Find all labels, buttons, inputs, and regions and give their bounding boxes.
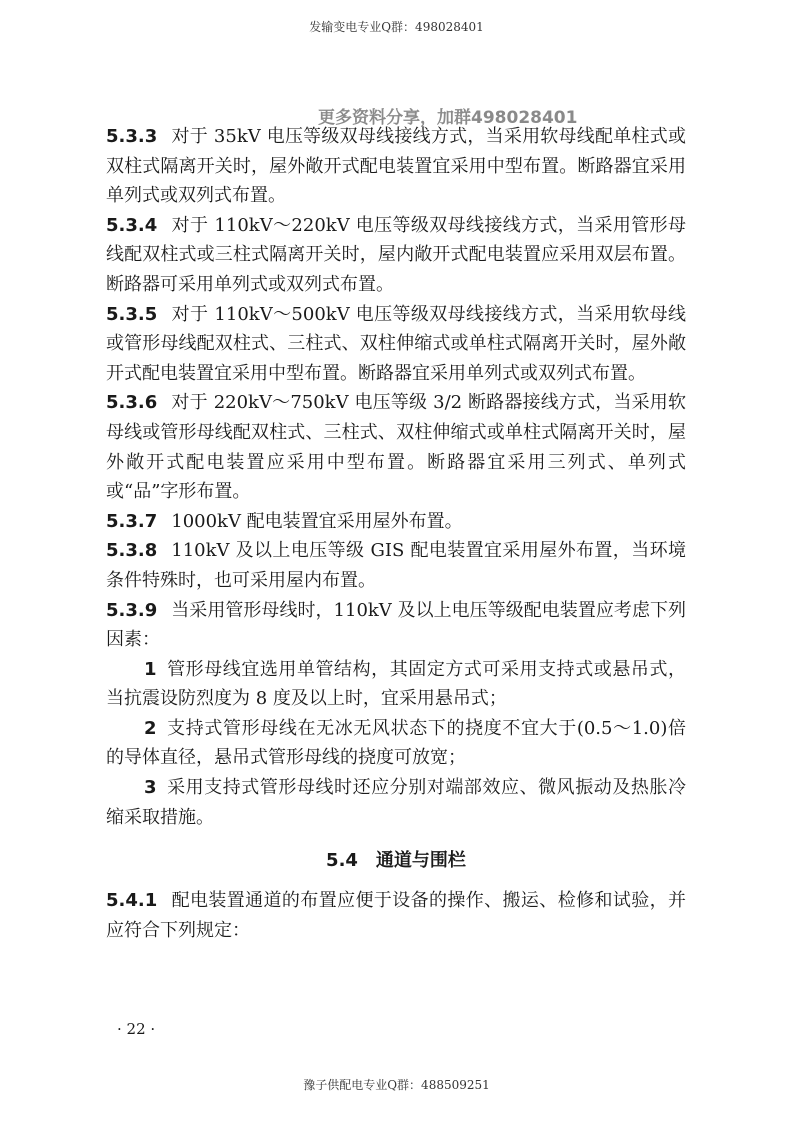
clause-5-3-7 — [106, 507, 686, 537]
clause-5-3-3 — [106, 122, 686, 211]
section-heading: 5.4 通道与围栏 — [326, 850, 466, 872]
item-number: 2 — [144, 717, 157, 739]
clause-number: 5.3.3 — [106, 126, 158, 147]
clause-5-3-4 — [106, 211, 686, 300]
item-text: 管形母线宜选用单管结构，其固定方式可采用支持式或悬吊式，当抗震设防烈度为 8 度及以上时，宜采用悬吊式； — [106, 658, 686, 710]
clause-number: 5.3.4 — [106, 214, 158, 236]
item-number: 3 — [144, 777, 157, 799]
clause-text: 对于 110kV～220kV 电压等级双母线接线方式，当采用管形母线配双柱式或三柱式隔离开关时，屋内敞开式配电装置应采用双层布置。断路器可采用单列式或双列式布置。 — [106, 214, 686, 295]
clause-5-3-6 — [106, 388, 686, 506]
clause-number: 5.3.6 — [106, 392, 158, 414]
item-number: 1 — [144, 658, 157, 680]
clause-number: 5.3.8 — [106, 540, 158, 562]
clause-5-3-8 — [106, 536, 686, 595]
watermark-text: 更多资料分享，加群498028401 — [318, 108, 578, 128]
item-text: 采用支持式管形母线时还应分别对端部效应、微风振动及热胀冷缩采取措施。 — [106, 777, 686, 828]
clause-text: 对于 220kV～750kV 电压等级 3/2 断路器接线方式，当采用软母线或管形母线配双柱式、三柱式、双柱伸缩式或单柱式隔离开关时，屋外敞开式配电装置应采用中型布置。断路器宜采用三列式、单列式或“品”字形布置。 — [106, 392, 686, 503]
clause-number: 5.3.7 — [106, 510, 158, 532]
document-body — [106, 122, 686, 945]
page-footer: 豫子供配电专业Q群：488509251 — [303, 1078, 490, 1092]
clause-number: 5.4.1 — [106, 890, 158, 912]
clause-text: 1000kV 配电装置宜采用屋外布置。 — [171, 510, 463, 532]
clause-5-4-1 — [106, 886, 686, 945]
clause-5-3-9 — [106, 596, 686, 655]
item-text: 支持式管形母线在无冰无风状态下的挠度不宜大于(0.5～1.0)倍的导体直径，悬吊式管形母线的挠度可放宽； — [106, 717, 686, 769]
page-number: · 22 · — [117, 1020, 156, 1038]
clause-number: 5.3.5 — [106, 303, 158, 325]
list-item — [106, 773, 686, 832]
list-item — [106, 714, 686, 773]
clause-text: 对于 35kV 电压等级双母线接线方式，当采用软母线配单柱式或双柱式隔离开关时，屋外敞开式配电装置宜采用中型布置。断路器宜采用单列式或双列式布置。 — [106, 126, 686, 207]
clause-5-3-5 — [106, 300, 686, 389]
clause-number: 5.3.9 — [106, 599, 158, 621]
clause-text: 当采用管形母线时，110kV 及以上电压等级配电装置应考虑下列因素： — [106, 599, 686, 651]
clause-text: 配电装置通道的布置应便于设备的操作、搬运、检修和试验，并应符合下列规定： — [106, 890, 686, 941]
list-item — [106, 655, 686, 714]
clause-text: 对于 110kV～500kV 电压等级双母线接线方式，当采用软母线或管形母线配双柱式、三柱式、双柱伸缩式或单柱式隔离开关时，屋外敞开式配电装置宜采用中型布置。断路器宜采用单列式或双列式布置。 — [106, 303, 686, 384]
page-header: 发输变电专业Q群：498028401 — [309, 20, 484, 34]
clause-text: 110kV 及以上电压等级 GIS 配电装置宜采用屋外布置，当环境条件特殊时，也可采用屋内布置。 — [106, 540, 686, 591]
